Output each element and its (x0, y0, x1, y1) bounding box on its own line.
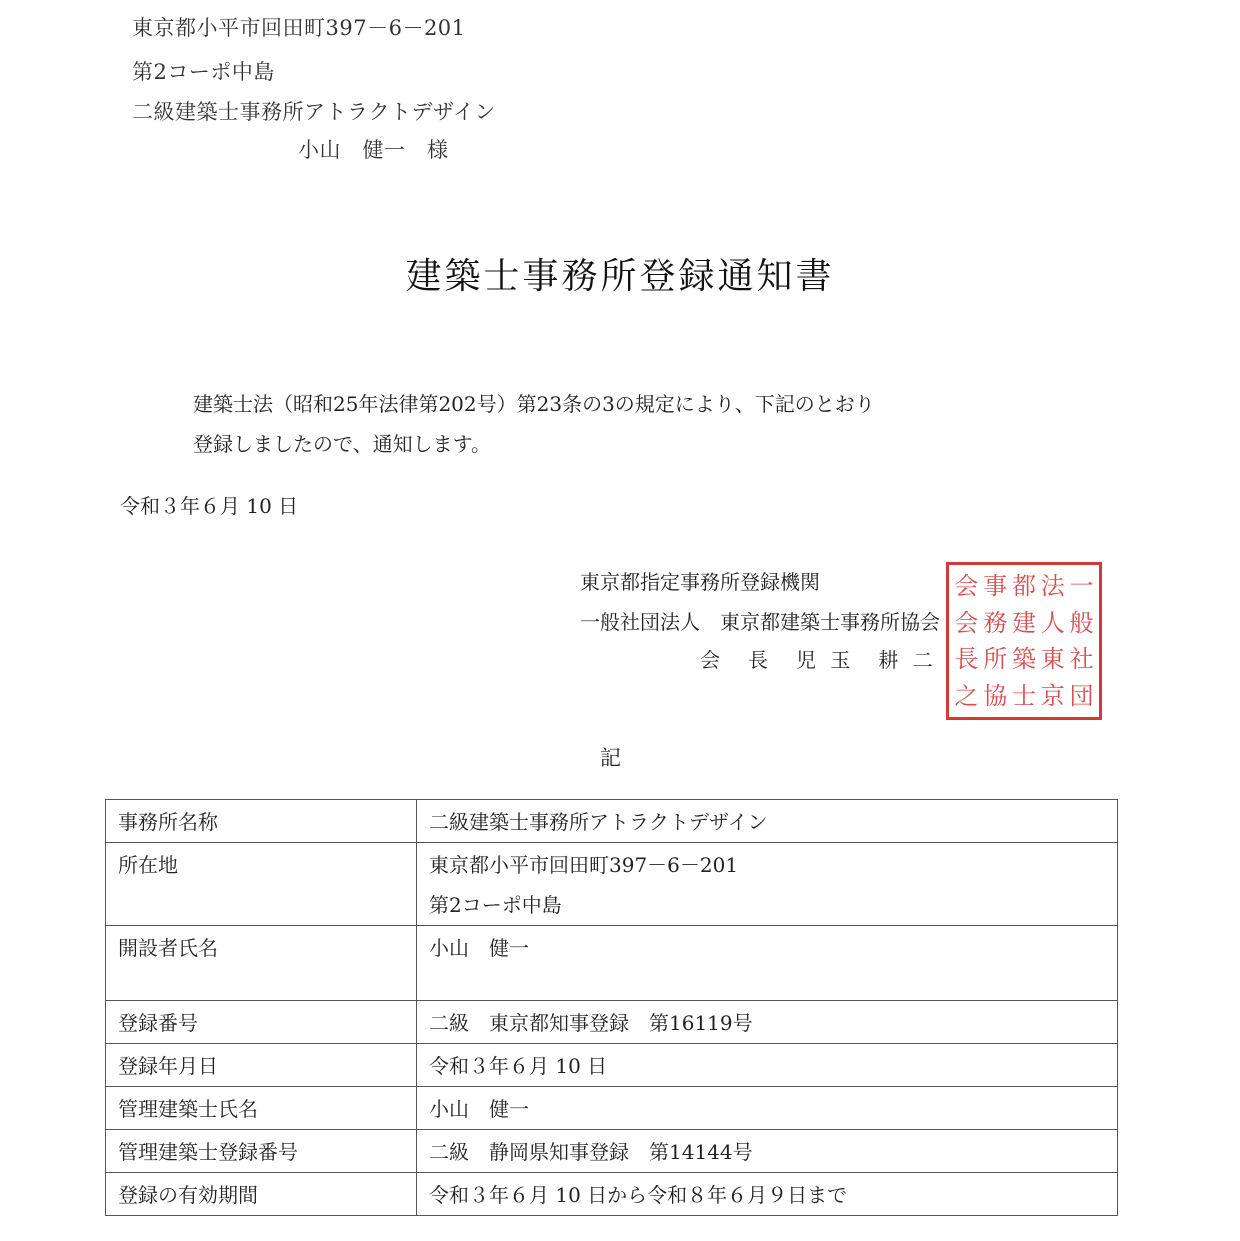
row-value-line: 小山 健一 (429, 936, 529, 960)
ki-heading: 記 (600, 746, 621, 770)
table-row (106, 1087, 1118, 1130)
seal-glyph: 築 (1011, 645, 1036, 674)
row-value-line: 二級 静岡県知事登録 第14144号 (429, 1140, 753, 1164)
official-seal-stamp (946, 562, 1102, 720)
row-value-line: 二級建築士事務所アトラクトデザイン (429, 810, 768, 834)
seal-glyph: 人 (1040, 608, 1065, 637)
seal-glyph: 長 (954, 645, 979, 674)
seal-glyph: 一 (1069, 572, 1094, 601)
row-label: 登録の有効期間 (106, 1173, 417, 1216)
body-line-1: 建築士法（昭和25年法律第202号）第23条の3の規定により、下記のとおり (193, 392, 875, 416)
table-row (106, 1173, 1118, 1216)
table-row (106, 1130, 1118, 1173)
seal-glyph: 法 (1040, 572, 1065, 601)
row-value-line: 二級 東京都知事登録 第16119号 (429, 1011, 753, 1035)
seal-glyph: 建 (1011, 608, 1036, 637)
row-label: 事務所名称 (106, 800, 417, 843)
row-label: 管理建築士登録番号 (106, 1130, 417, 1173)
row-label: 管理建築士氏名 (106, 1087, 417, 1130)
row-value (417, 1173, 1118, 1216)
body-line-2: 登録しましたので、通知します。 (193, 432, 491, 456)
seal-glyph: 務 (983, 608, 1008, 637)
table-row (106, 843, 1118, 926)
row-value-line: 小山 健一 (429, 1097, 529, 1121)
row-value (417, 1130, 1118, 1173)
seal-glyph: 所 (983, 645, 1008, 674)
seal-glyph: 都 (1011, 572, 1036, 601)
seal-glyph: 団 (1069, 681, 1094, 710)
document-title: 建築士事務所登録通知書 (405, 256, 835, 297)
seal-glyph: 之 (954, 681, 979, 710)
seal-glyph: 事 (983, 572, 1008, 601)
recipient-name: 小山 健一 様 (298, 138, 449, 162)
issue-date: 令和３年６月 10 日 (120, 494, 299, 518)
row-value (417, 1087, 1118, 1130)
table-row (106, 800, 1118, 843)
table-row (106, 1001, 1118, 1044)
seal-glyph: 般 (1069, 608, 1094, 637)
row-value (417, 926, 1118, 1001)
recipient-office: 二級建築士事務所アトラクトデザイン (132, 100, 497, 124)
row-label: 登録番号 (106, 1001, 417, 1044)
row-label: 登録年月日 (106, 1044, 417, 1087)
seal-glyph: 会 (954, 608, 979, 637)
row-value (417, 800, 1118, 843)
row-value (417, 1001, 1118, 1044)
table-row (106, 926, 1118, 1001)
row-value-line: 第2コーポ中島 (429, 893, 562, 917)
row-label: 開設者氏名 (106, 926, 417, 1001)
registration-table (105, 799, 1118, 1216)
seal-glyph: 京 (1040, 681, 1065, 710)
row-value-line: 令和３年６月 10 日から令和８年６月９日まで (429, 1183, 848, 1207)
table-row (106, 1044, 1118, 1087)
seal-glyph: 士 (1011, 681, 1036, 710)
issuer-organization: 一般社団法人 東京都建築士事務所協会 (580, 610, 940, 634)
seal-glyph: 社 (1069, 645, 1094, 674)
seal-glyph: 東 (1040, 645, 1065, 674)
row-value-line: 令和３年６月 10 日 (429, 1054, 608, 1078)
row-value-line: 東京都小平市回田町397－6－201 (429, 853, 739, 877)
row-value (417, 843, 1118, 926)
row-value (417, 1044, 1118, 1087)
seal-glyph: 協 (983, 681, 1008, 710)
issuer-agency: 東京都指定事務所登録機関 (580, 570, 820, 594)
recipient-building: 第2コーポ中島 (132, 60, 275, 84)
seal-glyph: 会 (954, 572, 979, 601)
row-label: 所在地 (106, 843, 417, 926)
issuer-chairman: 会 長 児 玉 耕 二 (700, 648, 937, 672)
recipient-address: 東京都小平市回田町397－6－201 (132, 16, 466, 40)
